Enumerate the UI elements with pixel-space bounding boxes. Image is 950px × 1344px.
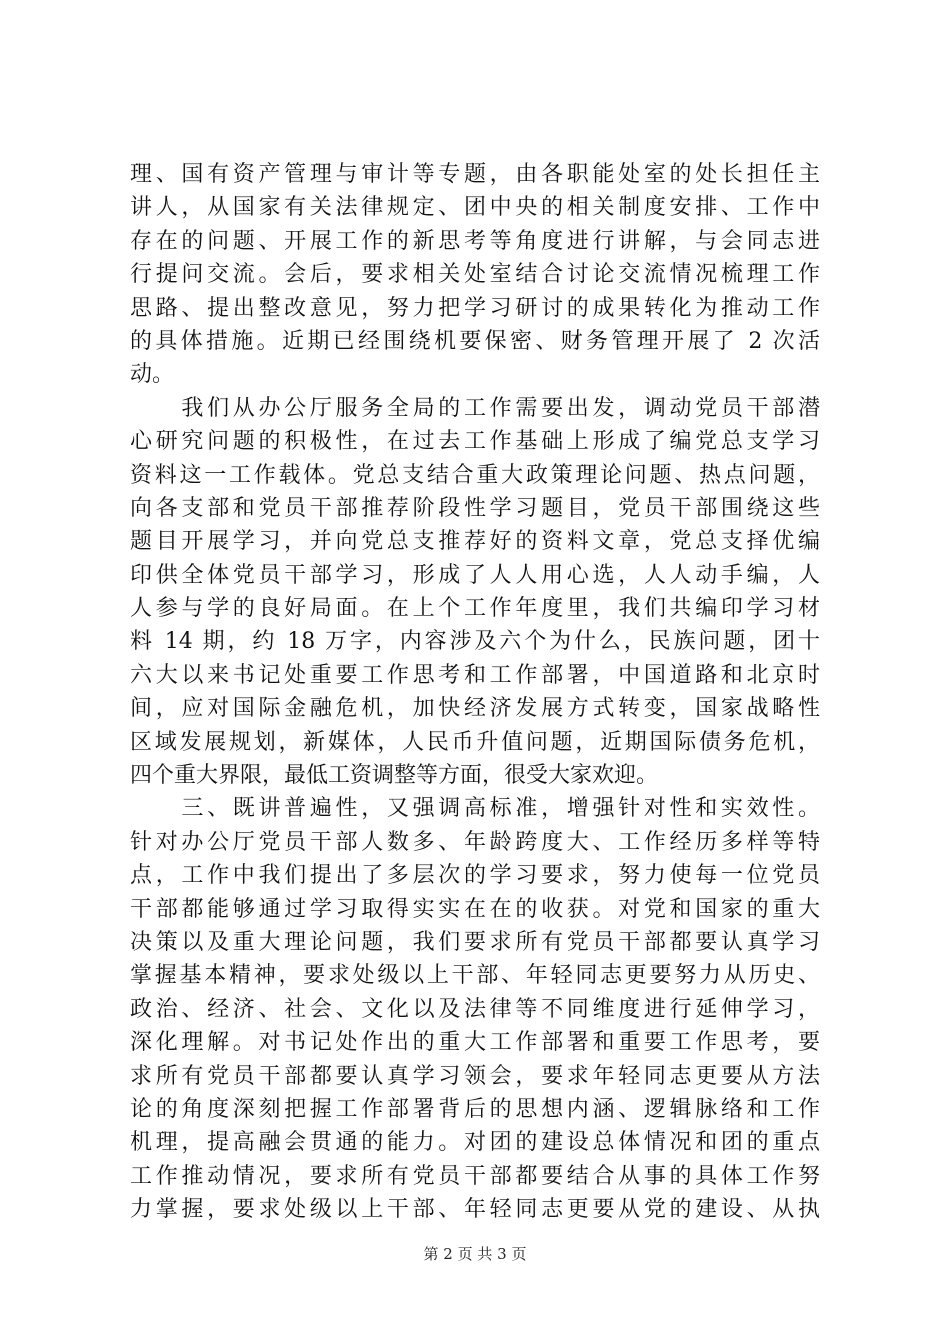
text-line: 机理，提高融会贯通的能力。对团的建设总体情况和团的重点 (130, 1130, 820, 1156)
text-line: 思路、提出整改意见，努力把学习研讨的成果转化为推动工作 (130, 295, 820, 321)
text-line: 料 14 期，约 18 万字，内容涉及六个为什么，民族问题，团十 (130, 629, 820, 655)
text-line: 工作推动情况，要求所有党员干部都要结合从事的具体工作努 (130, 1163, 820, 1189)
text-line: 论的角度深刻把握工作部署背后的思想内涵、逻辑脉络和工作 (130, 1096, 820, 1122)
text-line: 六大以来书记处重要工作思考和工作部署，中国道路和北京时 (130, 662, 820, 688)
text-line: 点，工作中我们提出了多层次的学习要求，努力使每一位党员 (130, 863, 820, 889)
text-line: 干部都能够通过学习取得实实在在的收获。对党和国家的重大 (130, 896, 820, 922)
text-line: 印供全体党员干部学习，形成了人人用心选，人人动手编，人 (130, 562, 820, 588)
text-line: 区域发展规划，新媒体，人民币升值问题，近期国际债务危机， (130, 729, 820, 755)
text-line: 四个重大界限，最低工资调整等方面，很受大家欢迎。 (130, 763, 659, 789)
text-line: 动。 (130, 362, 175, 388)
text-line: 政治、经济、社会、文化以及法律等不同维度进行延伸学习， (130, 996, 820, 1022)
text-line: 决策以及重大理论问题，我们要求所有党员干部都要认真学习 (130, 929, 820, 955)
text-line: 针对办公厅党员干部人数多、年龄跨度大、工作经历多样等特 (130, 829, 820, 855)
text-line: 题目开展学习，并向党总支推荐好的资料文章，党总支择优编 (130, 529, 820, 555)
text-line: 存在的问题、开展工作的新思考等角度进行讲解，与会同志进 (130, 228, 820, 254)
text-line: 向各支部和党员干部推荐阶段性学习题目，党员干部围绕这些 (130, 495, 820, 521)
body-text (130, 158, 820, 1227)
text-line: 求所有党员干部都要认真学习领会，要求年轻同志更要从方法 (130, 1063, 820, 1089)
text-line: 的具体措施。近期已经围绕机要保密、财务管理开展了 2 次活 (130, 328, 820, 354)
section-heading-line: 三、既讲普遍性，又强调高标准，增强针对性和实效性。 (130, 796, 820, 822)
text-line: 行提问交流。会后，要求相关处室结合讨论交流情况梳理工作 (130, 262, 820, 288)
text-line: 间，应对国际金融危机，加快经济发展方式转变，国家战略性 (130, 696, 820, 722)
text-line: 人参与学的良好局面。在上个工作年度里，我们共编印学习材 (130, 596, 820, 622)
paragraph-start-line: 我们从办公厅服务全局的工作需要出发，调动党员干部潜 (130, 395, 820, 421)
text-line: 心研究问题的积极性，在过去工作基础上形成了编党总支学习 (130, 429, 820, 455)
text-line: 资料这一工作载体。党总支结合重大政策理论问题、热点问题， (130, 462, 820, 488)
page-number-footer: 第 2 页 共 3 页 (423, 1245, 527, 1263)
text-line: 讲人，从国家有关法律规定、团中央的相关制度安排、工作中 (130, 195, 820, 221)
text-line: 掌握基本精神，要求处级以上干部、年轻同志更要努力从历史、 (130, 963, 820, 989)
text-line: 理、国有资产管理与审计等专题，由各职能处室的处长担任主 (130, 162, 820, 187)
text-line: 深化理解。对书记处作出的重大工作部署和重要工作思考，要 (130, 1030, 820, 1056)
text-line: 力掌握，要求处级以上干部、年轻同志更要从党的建设、从执 (130, 1197, 820, 1223)
